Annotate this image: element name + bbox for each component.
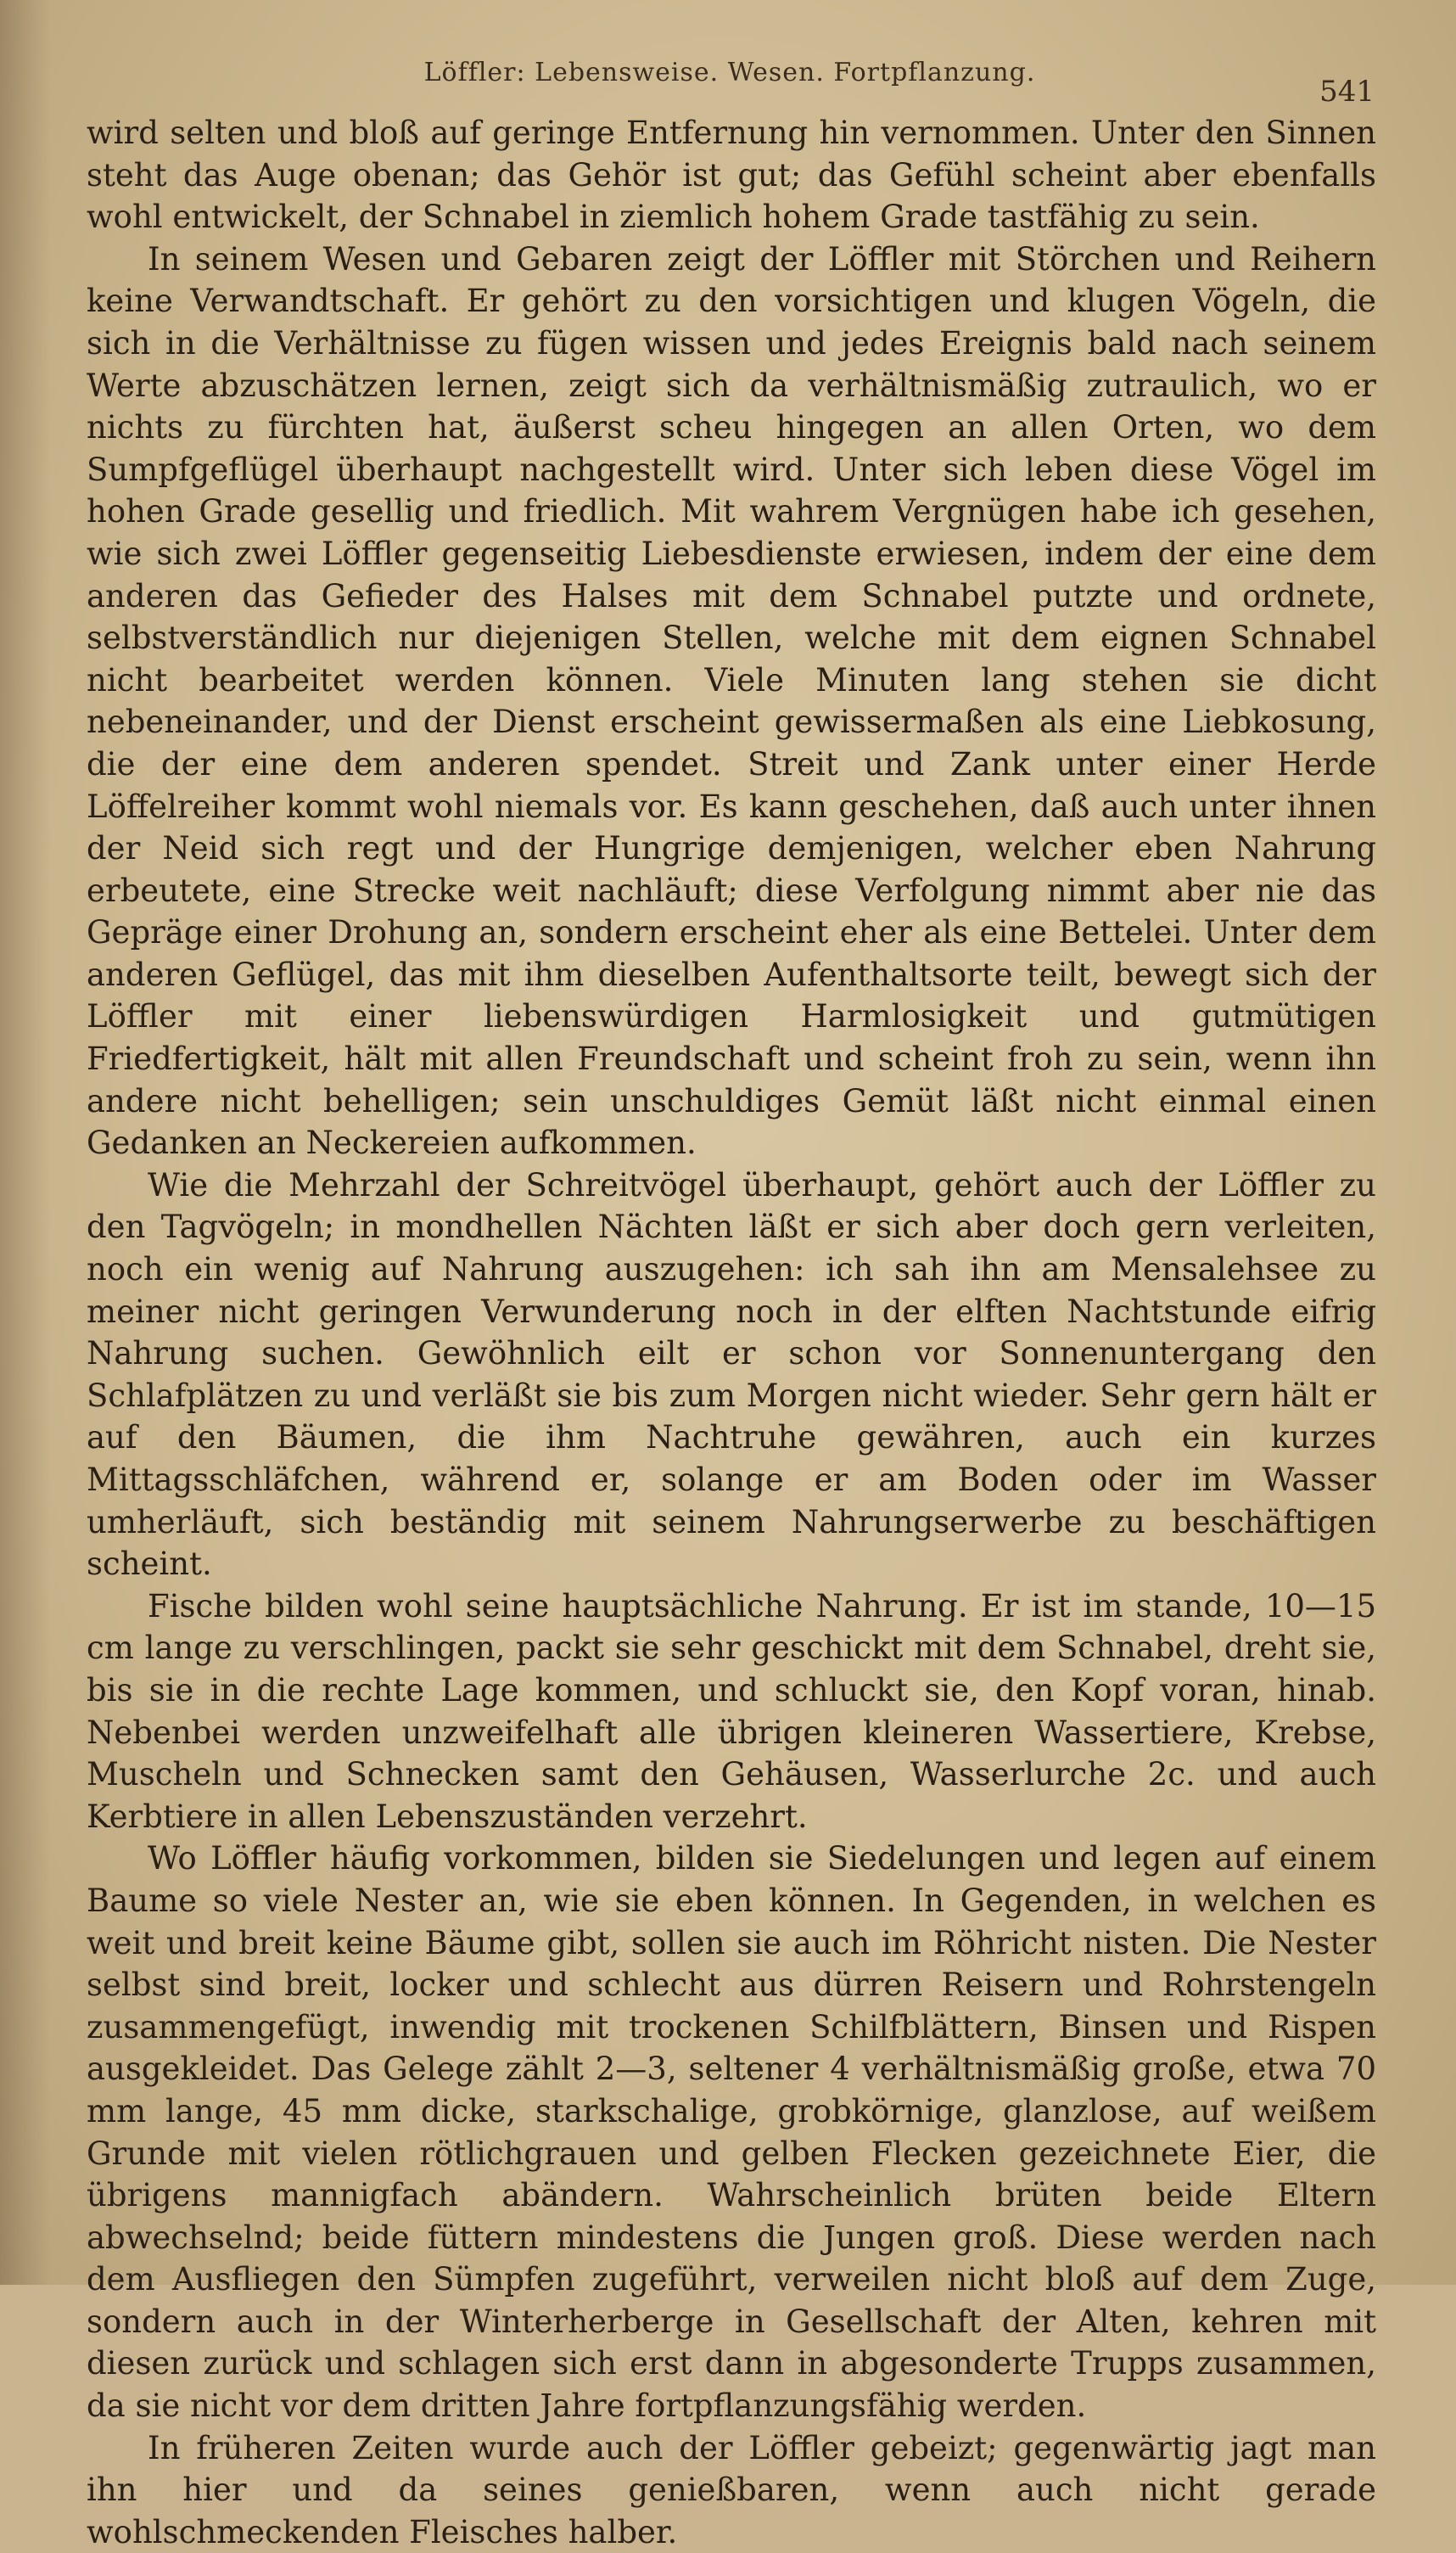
page-edge-shadow xyxy=(0,0,51,2285)
paragraph-4: Fische bilden wohl seine hauptsächliche Nahrung. Er ist im stande, 10—15 cm lange zu verschlingen, packt sie sehr geschickt mit dem Schnabel, dreht sie, bis sie in die rechte Lage kommen, und schluckt sie, den Kopf voran, hinab. Nebenbei werden unzweifelhaft alle übrigen kleineren Wassertiere, Krebse, Muscheln und Schnecken samt den Gehäusen, Wasserlurche 2c. und auch Kerbtiere in allen Lebenszuständen verzehrt. xyxy=(87,1587,1376,1835)
body-text xyxy=(87,112,1376,2553)
page-number: 541 xyxy=(1319,75,1375,109)
paragraph-5: Wo Löffler häufig vorkommen, bilden sie Siedelungen und legen auf einem Baume so viele Nester an, wie sie eben können. In Gegenden, in welchen es weit und breit keine Bäume gibt, sollen sie auch im Röhricht nisten. Die Nester selbst sind breit, locker und schlecht aus dürren Reisern und Rohrstengeln zusammengefügt, inwendig mit trockenen Schilfblättern, Binsen und Rispen ausgekleidet. Das Gelege zählt 2—3, seltener 4 verhältnismäßig große, etwa 70 mm lange, 45 mm dicke, starkschalige, grobkörnige, glanzlose, auf weißem Grunde mit vielen rötlichgrauen und gelben Flecken gezeichnete Eier, die übrigens mannigfach abändern. Wahrscheinlich brüten beide Eltern abwechselnd; beide füttern mindestens die Jungen groß. Diese werden nach dem Ausfliegen den Sümpfen zugeführt, verweilen nicht bloß auf dem Zuge, sondern auch in der Winterherberge in Gesellschaft der Alten, kehren mit diesen zurück und schlagen sich erst dann in abgesonderte Trupps zusammen, da sie nicht vor dem dritten Jahre fortpflanzungsfähig werden. xyxy=(87,1840,1376,2425)
paragraph-6: In früheren Zeiten wurde auch der Löffler gebeizt; gegenwärtig jagt man ihn hier und da seines genießbaren, wenn auch nicht gerade wohlschmeckenden Fleisches halber. xyxy=(87,2429,1376,2550)
paragraph-1: wird selten und bloß auf geringe Entfernung hin vernommen. Unter den Sinnen steht das Auge obenan; das Gehör ist gut; das Gefühl scheint aber ebenfalls wohl entwickelt, der Schnabel in ziemlich hohem Grade tastfähig zu sein. xyxy=(87,115,1376,236)
running-head xyxy=(85,49,1375,109)
running-title: Löffler: Lebensweise. Wesen. Fortpflanzung. xyxy=(423,58,1036,87)
paragraph-2: In seinem Wesen und Gebaren zeigt der Löffler mit Störchen und Reihern keine Verwandtschaft. Er gehört zu den vorsichtigen und klugen Vögeln, die sich in die Verhältnisse zu fügen wissen und jedes Ereignis bald nach seinem Werte abzuschätzen lernen, zeigt sich da verhältnismäßig zutraulich, wo er nichts zu fürchten hat, äußerst scheu hingegen an allen Orten, wo dem Sumpfgeflügel überhaupt nachgestellt wird. Unter sich leben diese Vögel im hohen Grade gesellig und friedlich. Mit wahrem Vergnügen habe ich gesehen, wie sich zwei Löffler gegenseitig Liebesdienste erwiesen, indem der eine dem anderen das Gefieder des Halses mit dem Schnabel putzte und ordnete, selbstverständlich nur diejenigen Stellen, welche mit dem eignen Schnabel nicht bearbeitet werden können. Viele Minuten lang stehen sie dicht nebeneinander, und der Dienst erscheint gewissermaßen als eine Liebkosung, die der eine dem anderen spendet. Streit und Zank unter einer Herde Löffelreiher kommt wohl niemals vor. Es kann geschehen, daß auch unter ihnen der Neid sich regt und der Hungrige demjenigen, welcher eben Nahrung erbeutete, eine Strecke weit nachläuft; diese Verfolgung nimmt aber nie das Gepräge einer Drohung an, sondern erscheint eher als eine Bettelei. Unter dem anderen Geflügel, das mit ihm dieselben Aufenthaltsorte teilt, bewegt sich der Löffler mit einer liebenswürdigen Harmlosigkeit und gutmütigen Friedfertigkeit, hält mit allen Freundschaft und scheint froh zu sein, wenn ihn andere nicht behelligen; sein unschuldiges Gemüt läßt nicht einmal einen Gedanken an Neckereien aufkommen. xyxy=(87,240,1376,1162)
paragraph-3: Wie die Mehrzahl der Schreitvögel überhaupt, gehört auch der Löffler zu den Tagvögeln; in mondhellen Nächten läßt er sich aber doch gern verleiten, noch ein wenig auf Nahrung auszugehen: ich sah ihn am Mensalehsee zu meiner nicht geringen Verwunderung noch in der elften Nachtstunde eifrig Nahrung suchen. Gewöhnlich eilt er schon vor Sonnenuntergang den Schlafplätzen zu und verläßt sie bis zum Morgen nicht wieder. Sehr gern hält er auf den Bäumen, die ihm Nachtruhe gewähren, auch ein kurzes Mittagsschläfchen, während er, solange er am Boden oder im Wasser umherläuft, sich beständig mit seinem Nahrungserwerbe zu beschäftigen scheint. xyxy=(87,1166,1376,1583)
